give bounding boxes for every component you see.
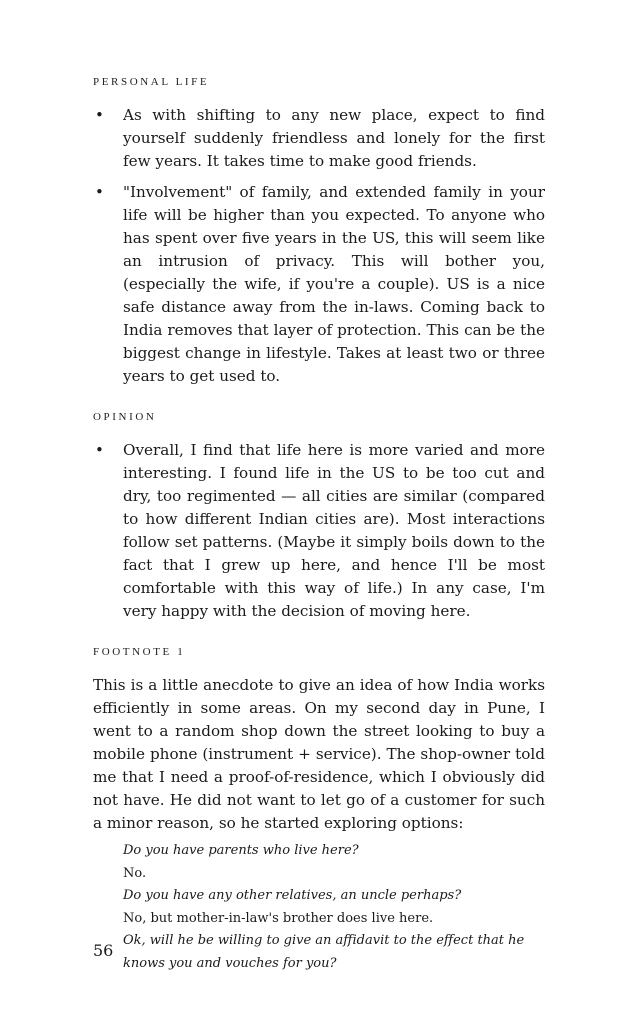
section-heading-personal-life: PERSONAL LIFE bbox=[93, 76, 210, 88]
section-heading-opinion: OPINION bbox=[93, 411, 157, 423]
dialogue-block bbox=[93, 840, 545, 975]
personal-life-list bbox=[93, 104, 545, 388]
dialogue-answer: No, but mother-in-law's brother does live here. bbox=[123, 910, 434, 926]
list-item: • "Involvement" of family, and extended family in your life will be higher than you expected. To anyone who has spent over five years in the US, this will seem like an intrusion of privacy. This will bother you, (especially the wife, if you're a couple). US is a nice safe distance away from the in-laws. Coming back to India removes that layer of protection. This can be the biggest change in lifestyle. Takes at least two or three years to get used to. bbox=[93, 181, 545, 388]
opinion-list bbox=[93, 439, 545, 623]
page-number: 56 bbox=[93, 941, 114, 960]
dialogue-question: Do you have parents who live here? bbox=[123, 843, 359, 858]
page-content bbox=[93, 73, 545, 975]
section-heading-footnote-1: FOOTNOTE 1 bbox=[93, 646, 186, 658]
dialogue-question: Ok, will he be willing to give an affidavit to the effect that he knows you and vouches for you? bbox=[123, 933, 525, 971]
list-item: • As with shifting to any new place, expect to find yourself suddenly friendless and lonely for the first few years. It takes time to make good friends. bbox=[93, 104, 545, 173]
dialogue-question: Do you have any other relatives, an uncle perhaps? bbox=[123, 888, 462, 903]
list-item: • Overall, I find that life here is more varied and more interesting. I found life in the US to be too cut and dry, too regimented — all cities are similar (compared to how different Indian cities are). Most interactions follow set patterns. (Maybe it simply boils down to the fact that I grew up here, and hence I'll be most comfortable with this way of life.) In any case, I'm very happy with the decision of moving here. bbox=[93, 439, 545, 623]
dialogue-answer: No. bbox=[123, 865, 147, 881]
footnote-paragraph: This is a little anecdote to give an idea of how India works efficiently in some areas. On my second day in Pune, I went to a random shop down the street looking to buy a mobile phone (instrument + service). The shop-owner told me that I need a proof-of-residence, which I obviously did not have. He did not want to let go of a customer for such a minor reason, so he started exploring options: bbox=[93, 676, 545, 832]
